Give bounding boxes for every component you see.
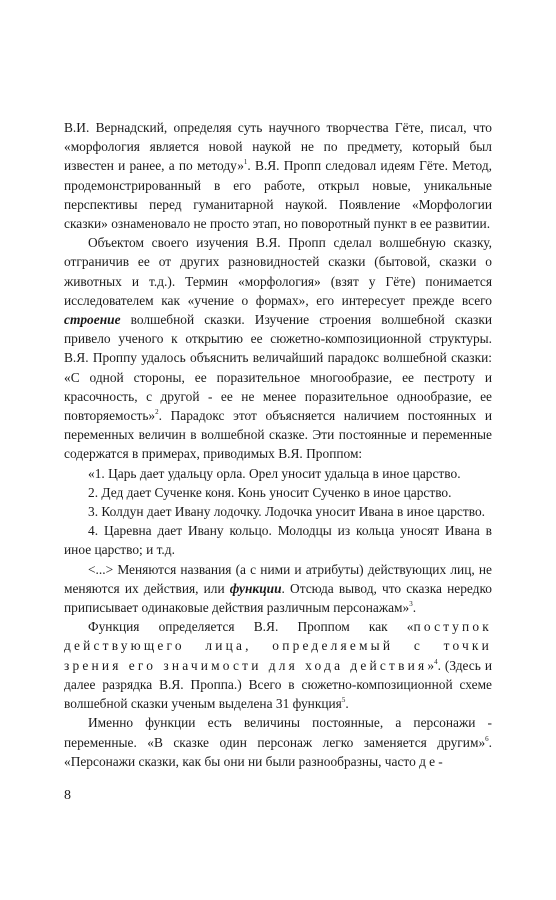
spaced-word: де- — [419, 753, 446, 769]
paragraph-text: Функция определяется В.Я. Проппом как « — [88, 619, 414, 635]
footnote-ref[interactable]: 2 — [155, 408, 159, 417]
example-text: «1. Царь дает удальцу орла. Орел уносит удальца в иное царство. — [88, 465, 461, 481]
emphasis-term: строение — [64, 312, 121, 328]
footnote-ref[interactable]: 6 — [485, 734, 489, 743]
paragraph-definition — [64, 617, 492, 713]
example-text: 4. Царевна дает Ивану кольцо. Молодцы из кольца уносят Ивана в иное царство; и т.д. — [64, 523, 492, 558]
paragraph-text: волшебной сказки. Изучение строения волшебной сказки привело ученого к открытию ее сюжетно-композиционной структуры. В.Я. Проппу удалось объяснить величайший парадокс волшебной сказки: «С одной стороны, ее поразительное многообразие, ее пестроту и красочность, с другой - ее не менее поразительное однообразие, ее повторяемость» — [64, 312, 492, 424]
paragraph-text: . В.Я. Пропп следовал идеям Гёте. Метод, продемонстрированный в его работе, открыл новые, уникальные перспективы перед гуманитарной наукой. Появление «Морфологии сказки» ознаменовало не просто этап, но поворотный пункт в ее развитии. — [64, 158, 492, 232]
paragraph-text: . — [412, 600, 417, 616]
example-4 — [64, 521, 492, 559]
example-3 — [64, 502, 492, 521]
example-1 — [64, 464, 492, 483]
example-text: 2. Дед дает Сученке коня. Конь уносит Сученко в иное царство. — [88, 484, 452, 500]
document-body — [64, 118, 492, 771]
paragraph-2 — [64, 233, 492, 463]
paragraph-last — [64, 713, 492, 771]
paragraph-text: . — [345, 696, 349, 712]
paragraph-text: Именно функции есть величины постоянные, а персонажи - переменные. «В сказке один персонаж легко заменяется другим» — [64, 715, 492, 750]
footnote-ref[interactable]: 5 — [341, 696, 346, 705]
page-number: 8 — [64, 788, 71, 803]
paragraph-text: В.И. Вернадский, определяя суть научного творчества Гёте, писал, что «морфология является новой наукой не по предмету, который был известен и ранее, а по методу» — [64, 120, 492, 174]
paragraph-text: . Отсюда вывод, что сказка нередко приписывает одинаковые действия различным персонажам» — [64, 580, 492, 616]
paragraph-text: <...> Меняются названия (а с ними и атрибуты) действующих лиц, не меняются их действия, или — [64, 561, 492, 596]
paragraph-text: . Парадокс этот объясняется наличием постоянных и переменных величин в волшебной сказке. Эти постоянные и переменные содержатся в примерах, приводимых В.Я. Проппом: — [64, 408, 492, 462]
spaced-definition: поступок действующего лица, определяемый с точки зрения его значимости для хода действия — [64, 619, 492, 673]
footnote-ref[interactable]: 3 — [409, 600, 413, 609]
footnote-ref[interactable]: 4 — [434, 657, 438, 666]
emphasis-term: функции — [229, 580, 282, 596]
paragraph-functions — [64, 560, 492, 618]
paragraph-text: » — [427, 657, 435, 673]
paragraph-1 — [64, 118, 492, 233]
footnote-ref[interactable]: 1 — [243, 158, 248, 167]
paragraph-text: Объектом своего изучения В.Я. Пропп сделал волшебную сказку, отграничив ее от других разновидностей сказки (бытовой, сказки о животных и т.д.). Термин «морфология» (взят у Гёте) понимается исследователем как «учение о формах», его интересует прежде всего — [64, 235, 492, 308]
example-2 — [64, 483, 492, 502]
example-text: 3. Колдун дает Ивану лодочку. Лодочка уносит Ивана в иное царство. — [88, 504, 485, 520]
paragraph-text: . «Персонажи сказки, как бы они ни были разнообразны, часто — [64, 734, 492, 769]
paragraph-text: . (Здесь и далее разрядка В.Я. Проппа.) Всего в сюжетно-композиционной схеме волшебной сказки ученым выделена 31 функция — [64, 657, 492, 712]
